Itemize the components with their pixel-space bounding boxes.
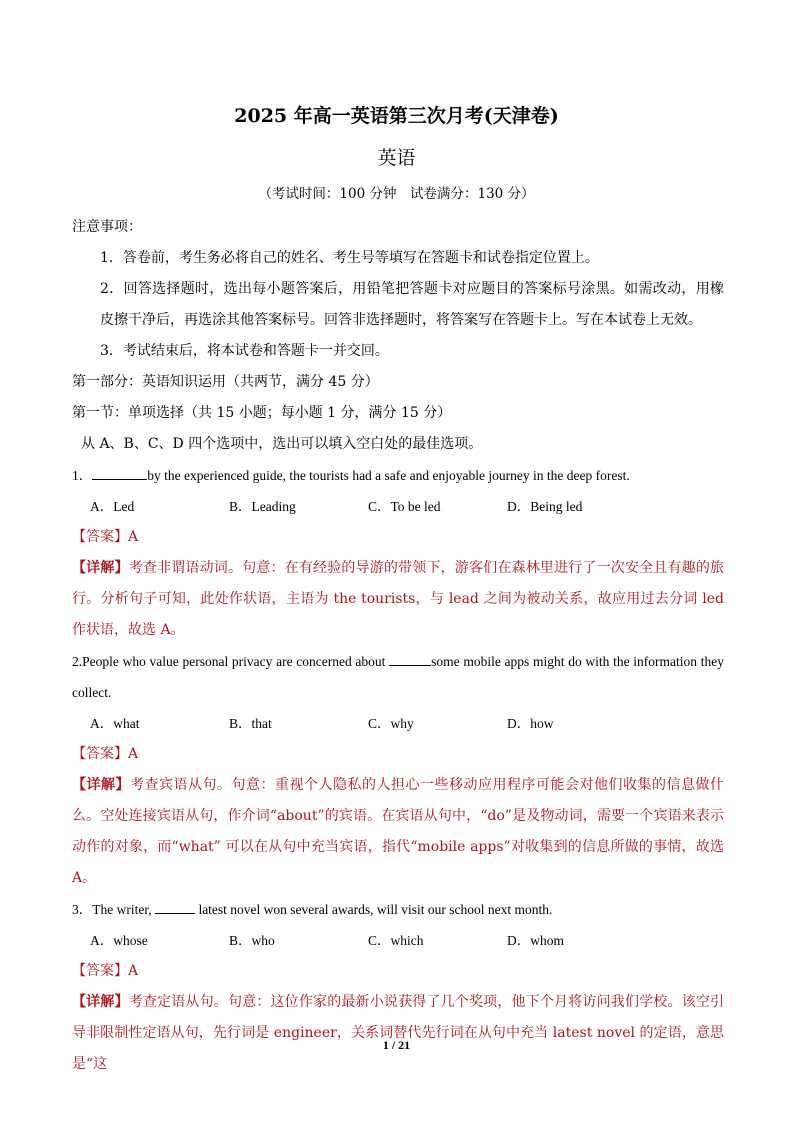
question-3-detail: [72, 987, 724, 1080]
section-heading: 第一节：单项选择（共 15 小题；每小题 1 分，满分 15 分）: [72, 405, 452, 421]
option-c: C．why: [368, 716, 414, 731]
question-2-detail: [72, 770, 724, 894]
option-c: C．To be led: [368, 499, 441, 514]
question-number: 3．: [72, 902, 93, 917]
question-stem-text: by the experienced guide, the tourists had a safe and enjoyable journey in the deep forest.: [147, 468, 630, 483]
detail-text: 考查定语从句。句意：这位作家的最新小说获得了几个奖项，他下个月将访问我们学校。该空引导非限制性定语从句，先行词是 engineer，关系词替代先行词在从句中充当 latest novel 的定语，意思是“这: [72, 994, 725, 1072]
option-c: C．which: [368, 933, 424, 948]
notes-heading: 注意事项：: [72, 219, 142, 235]
answer-blank: [92, 466, 147, 480]
question-stem-text: latest novel won several awards, will visit our school next month.: [195, 902, 553, 917]
note-item-3: 3．考试结束后，将本试卷和答题卡一并交回。: [100, 343, 389, 359]
question-1-stem: [72, 460, 724, 491]
subject-title: 英语: [377, 147, 416, 169]
question-stem-text: some mobile apps might do with the information they collect.: [72, 654, 724, 700]
question-3-options: [72, 925, 724, 956]
option-b: B．that: [229, 716, 272, 731]
part-heading: 第一部分：英语知识运用（共两节，满分 45 分）: [72, 374, 379, 390]
exam-info: （考试时间：100 分钟 试卷满分：130 分）: [258, 186, 535, 202]
question-3-answer: 【答案】A: [72, 963, 139, 979]
question-2-answer: 【答案】A: [72, 746, 139, 762]
question-number: 1．: [72, 468, 93, 483]
question-number: 2.: [72, 654, 83, 669]
note-item-1: 1．答卷前，考生务必将自己的姓名、考生号等填写在答题卡和试卷指定位置上。: [100, 250, 599, 266]
section-instruction: 从 A、B、C、D 四个选项中，选出可以填入空白处的最佳选项。: [81, 436, 483, 452]
question-1-detail: [72, 553, 724, 646]
option-b: B．Leading: [229, 499, 296, 514]
page-number: 1 / 21: [382, 1038, 411, 1052]
question-stem-text: People who value personal privacy are concerned about: [82, 654, 390, 669]
answer-blank: [389, 652, 431, 666]
detail-text: 考查宾语从句。句意：重视个人隐私的人担心一些移动应用程序可能会对他们收集的信息做什么。空处连接宾语从句，作介词“about”的宾语。在宾语从句中，“do”是及物动词，需要一个宾语来表示动作的对象，而“what” 可以在从句中充当宾语，指代“mobile apps”对收集到的信息所做的事情，故选 A。: [72, 777, 724, 886]
answer-blank: [155, 900, 195, 914]
option-d: D．how: [507, 716, 554, 731]
document-title: 2025 年高一英语第三次月考(天津卷): [234, 105, 559, 127]
option-d: D．whom: [507, 933, 564, 948]
detail-label: 【详解】: [72, 994, 129, 1010]
detail-label: 【详解】: [72, 560, 129, 576]
question-3-stem: [72, 894, 724, 925]
option-a: A．whose: [90, 933, 148, 948]
question-1-answer: 【答案】A: [72, 529, 139, 545]
option-b: B．who: [229, 933, 275, 948]
note-item-2: 2．回答选择题时，选出每小题答案后，用铅笔把答题卡对应题目的答案标号涂黑。如需改动，用橡皮擦干净后，再选涂其他答案标号。回答非选择题时，将答案写在答题卡上。写在本试卷上无效。: [100, 281, 724, 328]
option-d: D．Being led: [507, 499, 583, 514]
question-1-options: [72, 491, 724, 522]
option-a: A．Led: [90, 499, 135, 514]
detail-label: 【详解】: [72, 777, 130, 793]
option-a: A．what: [90, 716, 140, 731]
question-2-stem: [72, 646, 724, 708]
question-stem-text: The writer,: [92, 902, 156, 917]
document-body: [72, 212, 724, 1080]
detail-text: 考查非谓语动词。句意：在有经验的导游的带领下，游客们在森林里进行了一次安全且有趣的旅行。分析句子可知，此处作状语，主语为 the tourists，与 lead 之间为被动关系，故应用过去分词 led 作状语，故选 A。: [72, 560, 725, 638]
question-2-options: [72, 708, 724, 739]
